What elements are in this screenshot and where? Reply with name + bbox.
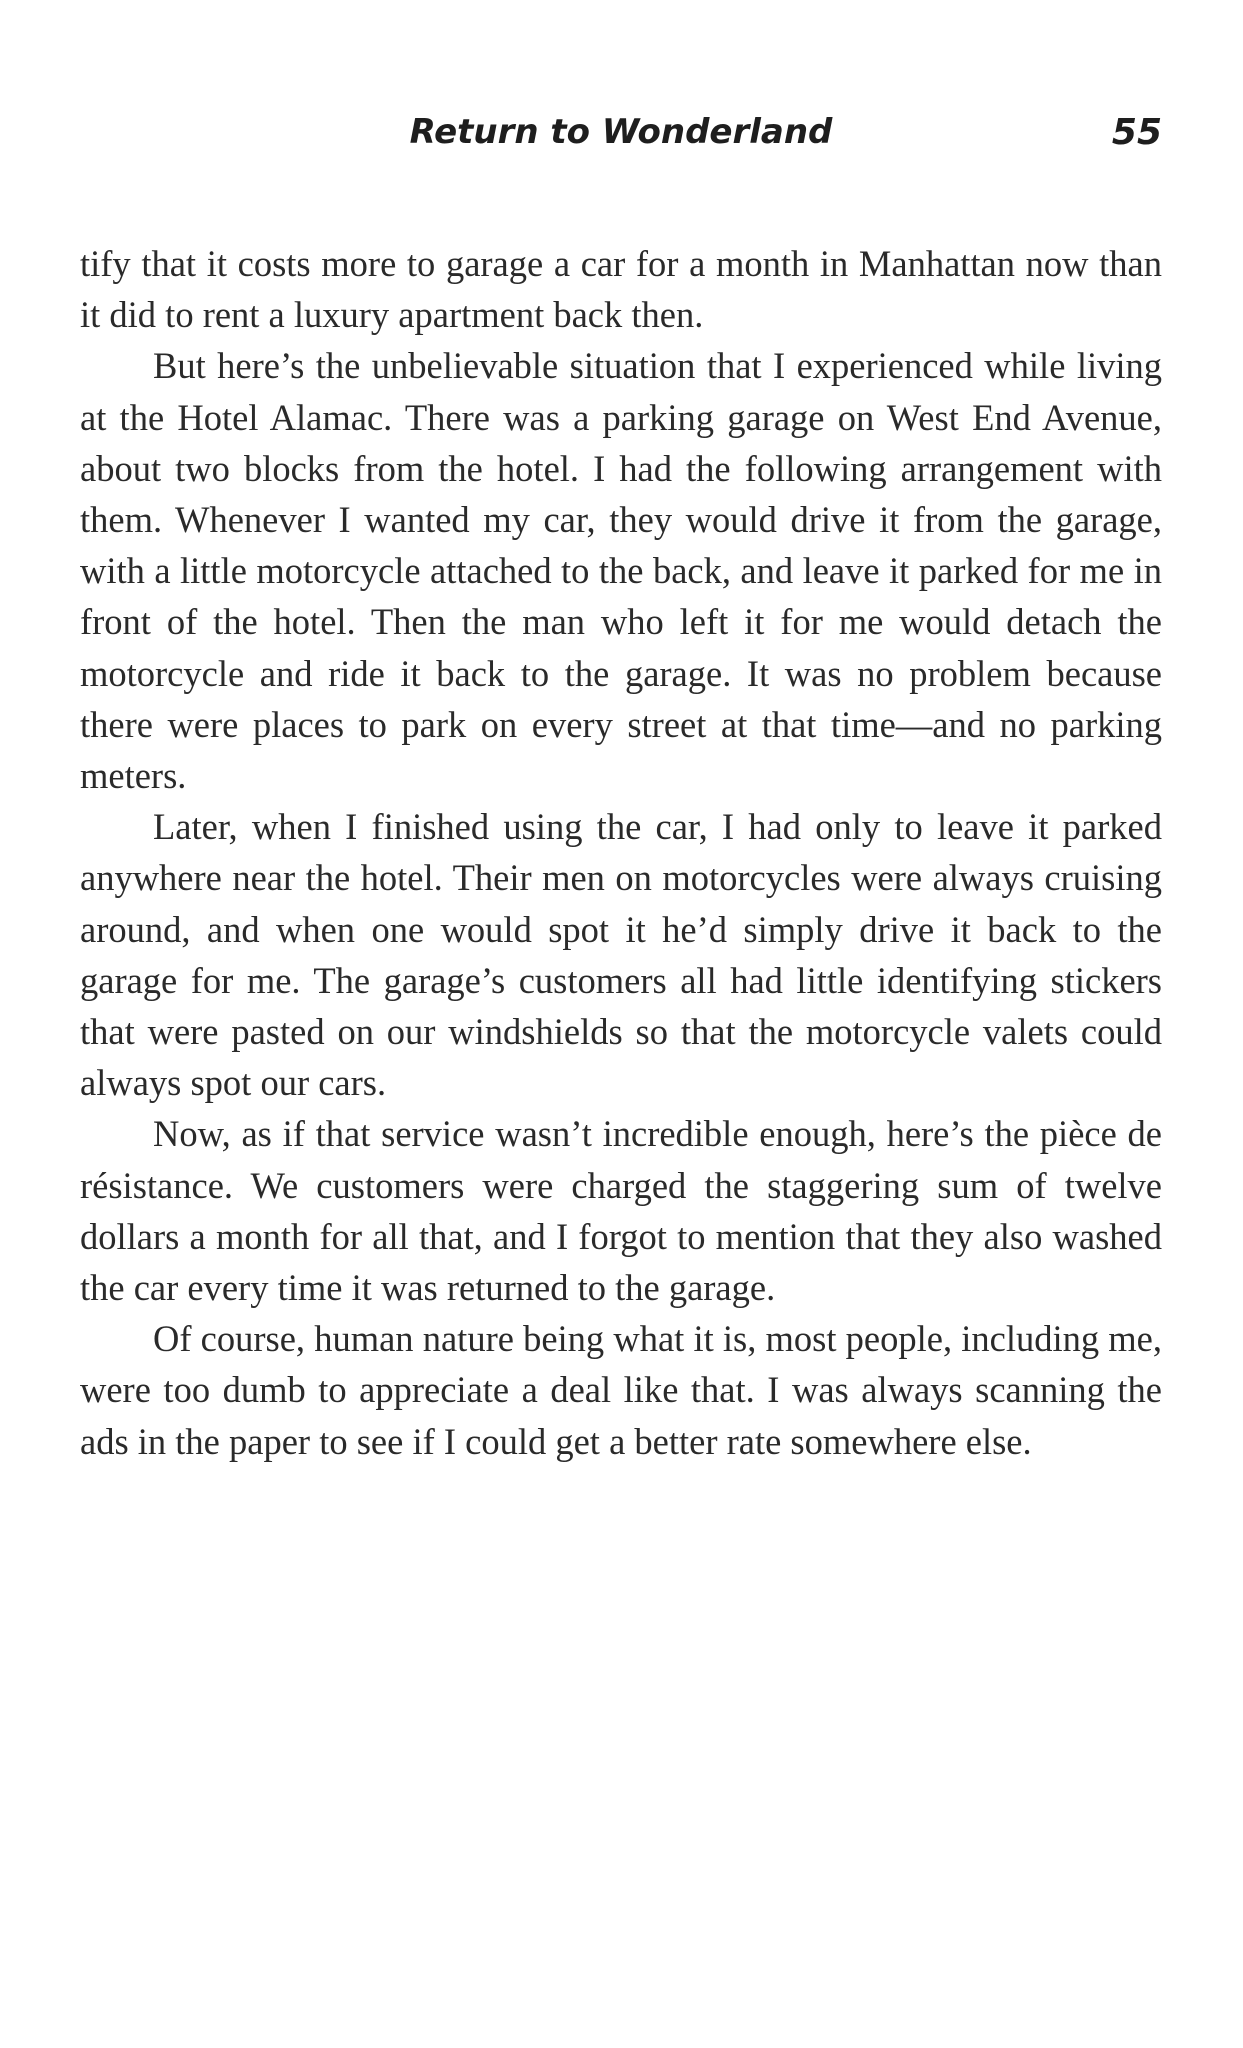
paragraph-garage-arrangement: But here’s the unbelievable situation that I experienced while living at the Hotel Alamac. There was a parking garage on West End Avenue, about two blocks from the hotel. I had the following arrangement with them. Whenever I wanted my car, they would drive it from the garage, with a little motorcycle attached to the back, and leave it parked for me in front of the hotel. Then the man who left it for me would detach the motorcycle and ride it back to the garage. It was no problem because there were places to park on every street at that time—and no parking meters. [80, 345, 1162, 797]
page-number: 55 [1111, 112, 1162, 153]
paragraph-continued: tify that it costs more to garage a car for a month in Manhattan now than it did to rent a luxury apartment back then. [80, 243, 1162, 336]
running-header [80, 112, 1162, 172]
body-text [80, 238, 1162, 1467]
paragraph-human-nature: Of course, human nature being what it is, most people, including me, were too dumb to appreciate a deal like that. I was always scanning the ads in the paper to see if I could get a better rate somewhere else. [80, 1318, 1162, 1462]
running-title: Return to Wonderland [409, 112, 833, 152]
paragraph-motorcycle-valets: Later, when I finished using the car, I had only to leave it parked anywhere near the hotel. Their men on motorcycles were always cruising around, and when one would spot it he’d simply drive it back to the garage for me. The garage’s customers all had little identifying stickers that were pasted on our windshields so that the motorcycle valets could always spot our cars. [80, 806, 1162, 1104]
paragraph-piece-de-resistance: Now, as if that service wasn’t incredible enough, here’s the pièce de résistance. We customers were charged the staggering sum of twelve dollars a month for all that, and I forgot to mention that they also washed the car every time it was returned to the garage. [80, 1113, 1162, 1309]
